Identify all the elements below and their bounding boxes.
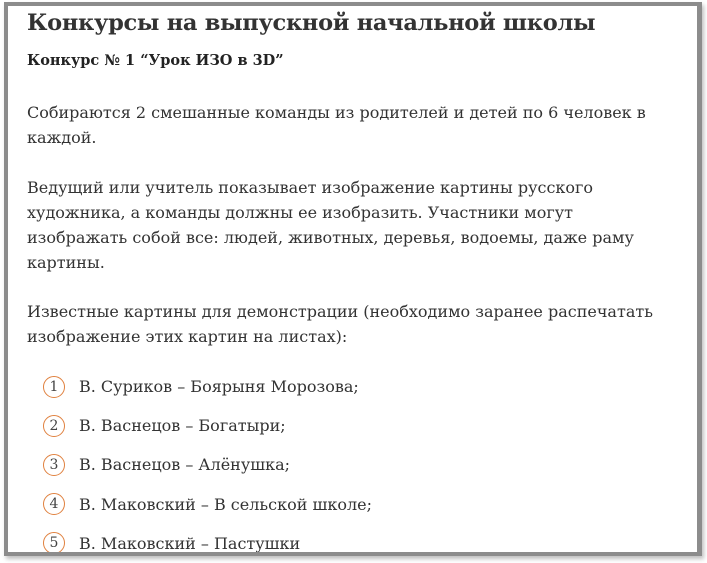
list-item-text: В. Васнецов – Богатыри; (79, 416, 286, 436)
list-item (43, 406, 372, 445)
paragraph-paintings-intro: Известные картины для демонстрации (необходимо заранее распечатать изображение этих картин на листах): (27, 302, 653, 346)
contest-subtitle: Конкурс № 1 “Урок ИЗО в 3D” (27, 52, 284, 69)
page-title: Конкурсы на выпускной начальной школы (27, 10, 596, 36)
paragraph-rules: Ведущий или учитель показывает изображение картины русского художника, а команды должны ее изобразить. Участники могут изображать собой все: людей, животных, деревья, водоемы, даже раму картины. (27, 178, 634, 272)
list-number-badge: 1 (43, 376, 65, 398)
article-frame (4, 2, 702, 556)
list-number-badge: 5 (43, 532, 65, 554)
list-number-badge: 2 (43, 415, 65, 437)
list-item-text: В. Васнецов – Алёнушка; (79, 455, 291, 475)
list-item-text: В. Маковский – Пастушки (79, 533, 301, 553)
list-item (43, 524, 372, 556)
list-item-text: В. Маковский – В сельской школе; (79, 494, 372, 514)
list-item (43, 367, 372, 406)
list-number-badge: 4 (43, 493, 65, 515)
list-number-badge: 3 (43, 454, 65, 476)
paragraph-teams: Собираются 2 смешанные команды из родителей и детей по 6 человек в каждой. (27, 103, 646, 147)
paintings-list (43, 367, 372, 556)
list-item (43, 485, 372, 524)
list-item-text: В. Суриков – Боярыня Морозова; (79, 377, 359, 397)
list-item (43, 445, 372, 484)
